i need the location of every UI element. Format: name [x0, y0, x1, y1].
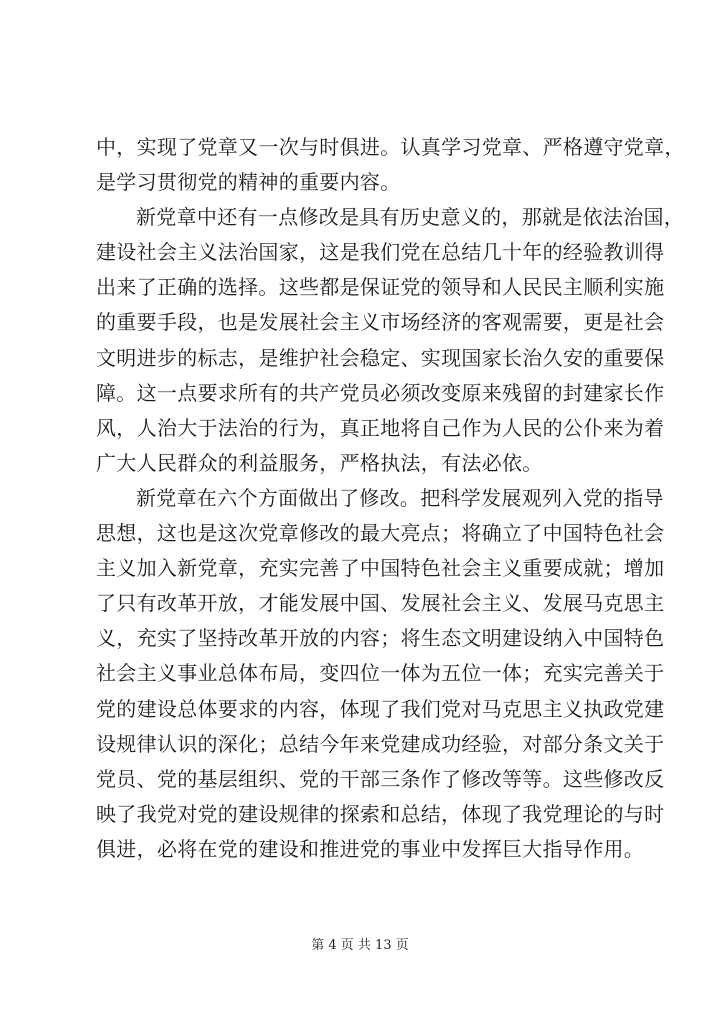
text-line: 是学习贯彻党的精神的重要内容。 [96, 170, 401, 195]
text-line: 文明进步的标志，是维护社会稳定、实现国家长治久安的重要保 [96, 345, 665, 370]
text-line: 映了我党对党的建设规律的探索和总结，体现了我党理论的与时 [96, 801, 665, 826]
text-line: 社会主义事业总体布局，变四位一体为五位一体；充实完善关于 [96, 661, 665, 686]
text-line: 党员、党的基层组织、党的干部三条作了修改等等。这些修改反 [96, 766, 665, 791]
text-line: 出来了正确的选择。这些都是保证党的领导和人民民主顺利实施 [96, 275, 665, 300]
text-line: 设规律认识的深化；总结今年来党建成功经验，对部分条文关于 [96, 731, 665, 756]
text-line: 了只有改革开放，才能发展中国、发展社会主义、发展马克思主 [96, 591, 665, 616]
text-line: 建设社会主义法治国家，这是我们党在总结几十年的经验教训得 [96, 240, 665, 265]
text-line: 的重要手段，也是发展社会主义市场经济的客观需要，更是社会 [96, 310, 665, 335]
text-line: 中，实现了党章又一次与时俱进。认真学习党章、严格遵守党章， [96, 135, 685, 159]
text-line: 主义加入新党章，充实完善了中国特色社会主义重要成就；增加 [96, 556, 665, 581]
paragraph-start-line: 新党章在六个方面做出了修改。把科学发展观列入党的指导 [136, 485, 664, 510]
text-line: 思想，这也是这次党章修改的最大亮点；将确立了中国特色社会 [96, 521, 665, 546]
page-number-footer: 第 4 页 共 13 页 [311, 938, 409, 953]
text-line: 障。这一点要求所有的共产党员必须改变原来残留的封建家长作 [96, 380, 665, 405]
document-body [96, 130, 685, 867]
text-line: 广大人民群众的利益服务，严格执法，有法必依。 [96, 450, 543, 475]
text-line: 党的建设总体要求的内容，体现了我们党对马克思主义执政党建 [96, 696, 665, 721]
text-line: 俱进，必将在党的建设和推进党的事业中发挥巨大指导作用。 [96, 836, 645, 861]
text-line: 义，充实了坚持改革开放的内容；将生态文明建设纳入中国特色 [96, 626, 665, 651]
paragraph-start-line: 新党章中还有一点修改是具有历史意义的，那就是依法治国， [136, 205, 685, 230]
text-line: 风，人治大于法治的行为，真正地将自己作为人民的公仆来为着 [96, 415, 665, 440]
